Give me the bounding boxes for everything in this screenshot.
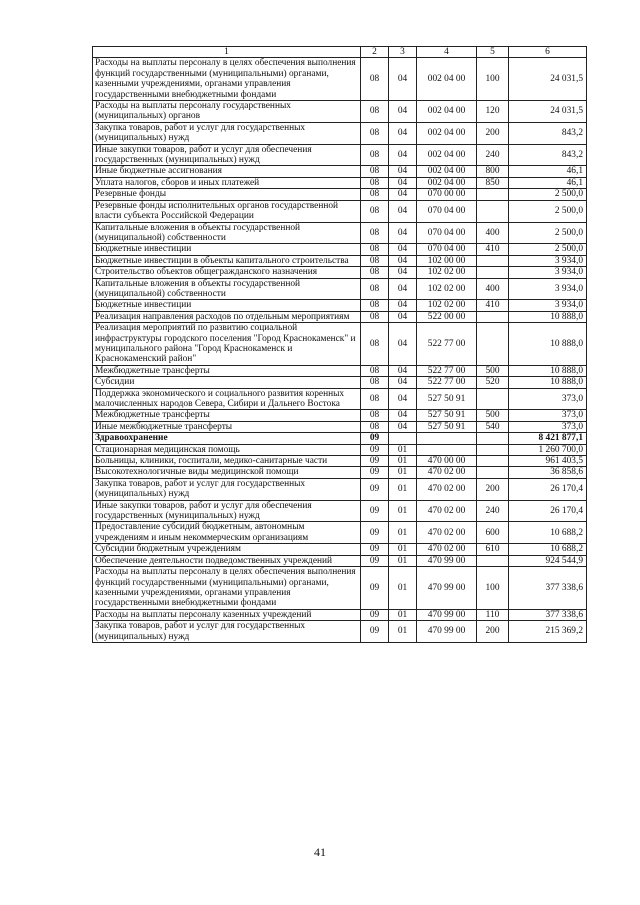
target-article-cell: 470 00 00 — [417, 456, 477, 467]
table-row — [93, 421, 587, 432]
row-name-cell: Капитальные вложения в объекты государственной (муниципальной) собственности — [93, 278, 361, 300]
podrazdel-cell: 04 — [389, 388, 417, 410]
expense-type-cell — [477, 323, 509, 366]
row-name-cell: Расходы на выплаты персоналу в целях обеспечения выполнения функций государственными (муниципальными) органами, казенными учреждениями, органами управления государственными внебюджетными фондами — [93, 567, 361, 610]
razdel-cell: 09 — [361, 456, 389, 467]
target-article-cell: 527 50 91 — [417, 421, 477, 432]
podrazdel-cell: 01 — [389, 522, 417, 544]
podrazdel-cell: 04 — [389, 267, 417, 278]
target-article-cell: 522 00 00 — [417, 311, 477, 322]
amount-cell: 24 031,5 — [509, 101, 587, 123]
table-row — [93, 122, 587, 144]
podrazdel-cell: 04 — [389, 200, 417, 222]
razdel-cell: 09 — [361, 467, 389, 478]
table-row — [93, 300, 587, 311]
expense-type-cell: 400 — [477, 278, 509, 300]
razdel-cell: 09 — [361, 444, 389, 455]
expense-type-cell: 850 — [477, 177, 509, 188]
podrazdel-cell: 04 — [389, 144, 417, 166]
razdel-cell: 08 — [361, 200, 389, 222]
podrazdel-cell: 01 — [389, 456, 417, 467]
table-row — [93, 478, 587, 500]
row-name-cell: Иные закупки товаров, работ и услуг для обеспечения государственных (муниципальных) нужд — [93, 144, 361, 166]
table-row — [93, 500, 587, 522]
table-row — [93, 365, 587, 376]
expense-type-cell: 400 — [477, 222, 509, 244]
target-article-cell: 002 04 00 — [417, 166, 477, 177]
table-row — [93, 609, 587, 620]
table-row — [93, 200, 587, 222]
table-row — [93, 555, 587, 566]
razdel-cell: 08 — [361, 323, 389, 366]
row-name-cell: Закупка товаров, работ и услуг для государственных (муниципальных) нужд — [93, 122, 361, 144]
expense-type-cell — [477, 388, 509, 410]
podrazdel-cell: 01 — [389, 500, 417, 522]
target-article-cell: 070 04 00 — [417, 200, 477, 222]
target-article-cell: 470 99 00 — [417, 555, 477, 566]
podrazdel-cell: 04 — [389, 255, 417, 266]
amount-cell: 10 888,0 — [509, 311, 587, 322]
row-name-cell: Предоставление субсидий бюджетным, автономным учреждениям и иным некоммерческим организациям — [93, 522, 361, 544]
table-row — [93, 267, 587, 278]
amount-cell: 2 500,0 — [509, 189, 587, 200]
target-article-cell: 070 00 00 — [417, 189, 477, 200]
podrazdel-cell: 01 — [389, 609, 417, 620]
row-name-cell: Капитальные вложения в объекты государственной (муниципальной) собственности — [93, 222, 361, 244]
amount-cell: 26 170,4 — [509, 500, 587, 522]
razdel-cell: 08 — [361, 421, 389, 432]
razdel-cell: 08 — [361, 189, 389, 200]
row-name-cell: Резервные фонды — [93, 189, 361, 200]
row-name-cell: Высокотехнологичные виды медицинской помощи — [93, 467, 361, 478]
razdel-cell: 08 — [361, 244, 389, 255]
podrazdel-cell: 04 — [389, 323, 417, 366]
table-row — [93, 58, 587, 101]
target-article-cell: 002 04 00 — [417, 58, 477, 101]
podrazdel-cell: 04 — [389, 365, 417, 376]
amount-cell: 3 934,0 — [509, 255, 587, 266]
amount-cell: 2 500,0 — [509, 244, 587, 255]
razdel-cell: 08 — [361, 177, 389, 188]
target-article-cell: 002 04 00 — [417, 122, 477, 144]
razdel-cell: 08 — [361, 311, 389, 322]
row-name-cell: Бюджетные инвестиции в объекты капитального строительства — [93, 255, 361, 266]
podrazdel-cell — [389, 433, 417, 444]
razdel-cell: 08 — [361, 58, 389, 101]
podrazdel-cell: 01 — [389, 621, 417, 643]
amount-cell: 46,1 — [509, 177, 587, 188]
podrazdel-cell: 04 — [389, 177, 417, 188]
amount-cell: 10 688,2 — [509, 522, 587, 544]
expense-type-cell: 240 — [477, 500, 509, 522]
expense-type-cell: 100 — [477, 567, 509, 610]
row-name-cell: Уплата налогов, сборов и иных платежей — [93, 177, 361, 188]
podrazdel-cell: 04 — [389, 122, 417, 144]
amount-cell: 24 031,5 — [509, 58, 587, 101]
table-row — [93, 522, 587, 544]
target-article-cell: 522 77 00 — [417, 323, 477, 366]
target-article-cell: 522 77 00 — [417, 377, 477, 388]
amount-cell: 3 934,0 — [509, 278, 587, 300]
podrazdel-cell: 04 — [389, 278, 417, 300]
table-row — [93, 456, 587, 467]
razdel-cell: 09 — [361, 522, 389, 544]
table-row — [93, 166, 587, 177]
expense-type-cell — [477, 555, 509, 566]
row-name-cell: Больницы, клиники, госпитали, медико-санитарные части — [93, 456, 361, 467]
podrazdel-cell: 04 — [389, 101, 417, 123]
table-row — [93, 567, 587, 610]
amount-cell: 373,0 — [509, 410, 587, 421]
expense-type-cell: 800 — [477, 166, 509, 177]
row-name-cell: Субсидии — [93, 377, 361, 388]
table-row — [93, 278, 587, 300]
table-row — [93, 244, 587, 255]
row-name-cell: Иные закупки товаров, работ и услуг для обеспечения государственных (муниципальных) нужд — [93, 500, 361, 522]
budget-table — [92, 46, 587, 643]
target-article-cell: 102 02 00 — [417, 278, 477, 300]
table-row — [93, 311, 587, 322]
expense-type-cell: 200 — [477, 122, 509, 144]
amount-cell: 10 888,0 — [509, 365, 587, 376]
row-name-cell: Строительство объектов общегражданского назначения — [93, 267, 361, 278]
amount-cell: 843,2 — [509, 122, 587, 144]
expense-type-cell: 410 — [477, 244, 509, 255]
header-cell: 1 — [93, 47, 361, 58]
header-cell: 2 — [361, 47, 389, 58]
podrazdel-cell: 01 — [389, 478, 417, 500]
budget-table-body — [93, 47, 587, 643]
amount-cell: 961 403,5 — [509, 456, 587, 467]
podrazdel-cell: 01 — [389, 567, 417, 610]
podrazdel-cell: 01 — [389, 444, 417, 455]
razdel-cell: 09 — [361, 555, 389, 566]
table-row — [93, 467, 587, 478]
target-article-cell: 470 99 00 — [417, 609, 477, 620]
expense-type-cell: 540 — [477, 421, 509, 432]
amount-cell: 26 170,4 — [509, 478, 587, 500]
target-article-cell: 070 04 00 — [417, 244, 477, 255]
amount-cell: 373,0 — [509, 421, 587, 432]
row-name-cell: Поддержка экономического и социального развития коренных малочисленных народов Севера, Сибири и Дальнего Востока — [93, 388, 361, 410]
podrazdel-cell: 04 — [389, 58, 417, 101]
target-article-cell: 002 04 00 — [417, 177, 477, 188]
razdel-cell: 09 — [361, 433, 389, 444]
row-name-cell: Расходы на выплаты персоналу в целях обеспечения выполнения функций государственными (муниципальными) органами, казенными учреждениями, органами управления государственными внебюджетными фондами — [93, 58, 361, 101]
amount-cell: 1 260 700,0 — [509, 444, 587, 455]
podrazdel-cell: 01 — [389, 467, 417, 478]
row-name-cell: Реализация направления расходов по отдельным мероприятиям — [93, 311, 361, 322]
razdel-cell: 08 — [361, 377, 389, 388]
expense-type-cell: 520 — [477, 377, 509, 388]
expense-type-cell: 610 — [477, 544, 509, 555]
expense-type-cell: 100 — [477, 58, 509, 101]
amount-cell: 10 888,0 — [509, 323, 587, 366]
razdel-cell: 08 — [361, 222, 389, 244]
expense-type-cell — [477, 456, 509, 467]
amount-cell: 843,2 — [509, 144, 587, 166]
row-name-cell: Обеспечение деятельности подведомственных учреждений — [93, 555, 361, 566]
row-name-cell: Бюджетные инвестиции — [93, 300, 361, 311]
expense-type-cell — [477, 189, 509, 200]
expense-type-cell: 200 — [477, 621, 509, 643]
expense-type-cell — [477, 267, 509, 278]
row-name-cell: Закупка товаров, работ и услуг для государственных (муниципальных) нужд — [93, 621, 361, 643]
razdel-cell: 09 — [361, 544, 389, 555]
amount-cell: 10 688,2 — [509, 544, 587, 555]
row-name-cell: Резервные фонды исполнительных органов государственной власти субъекта Российской Федерации — [93, 200, 361, 222]
podrazdel-cell: 04 — [389, 244, 417, 255]
table-row — [93, 177, 587, 188]
target-article-cell: 527 50 91 — [417, 410, 477, 421]
row-name-cell: Расходы на выплаты персоналу казенных учреждений — [93, 609, 361, 620]
target-article-cell: 470 02 00 — [417, 522, 477, 544]
expense-type-cell: 500 — [477, 410, 509, 421]
podrazdel-cell: 04 — [389, 189, 417, 200]
target-article-cell: 102 00 00 — [417, 255, 477, 266]
podrazdel-cell: 04 — [389, 166, 417, 177]
header-cell: 3 — [389, 47, 417, 58]
razdel-cell: 09 — [361, 500, 389, 522]
expense-type-cell: 500 — [477, 365, 509, 376]
table-row — [93, 433, 587, 444]
amount-cell: 3 934,0 — [509, 267, 587, 278]
row-name-cell: Стационарная медицинская помощь — [93, 444, 361, 455]
table-row — [93, 444, 587, 455]
razdel-cell: 08 — [361, 267, 389, 278]
target-article-cell: 470 99 00 — [417, 567, 477, 610]
target-article-cell — [417, 433, 477, 444]
razdel-cell: 09 — [361, 567, 389, 610]
table-row — [93, 189, 587, 200]
target-article-cell — [417, 444, 477, 455]
expense-type-cell: 600 — [477, 522, 509, 544]
amount-cell: 2 500,0 — [509, 200, 587, 222]
table-row — [93, 101, 587, 123]
target-article-cell: 470 02 00 — [417, 544, 477, 555]
target-article-cell: 522 77 00 — [417, 365, 477, 376]
expense-type-cell: 410 — [477, 300, 509, 311]
razdel-cell: 08 — [361, 144, 389, 166]
razdel-cell: 08 — [361, 388, 389, 410]
row-name-cell: Межбюджетные трансферты — [93, 365, 361, 376]
razdel-cell: 08 — [361, 122, 389, 144]
amount-cell: 2 500,0 — [509, 222, 587, 244]
target-article-cell: 002 04 00 — [417, 144, 477, 166]
expense-type-cell: 120 — [477, 101, 509, 123]
amount-cell: 373,0 — [509, 388, 587, 410]
row-name-cell: Здравоохранение — [93, 433, 361, 444]
amount-cell: 46,1 — [509, 166, 587, 177]
podrazdel-cell: 04 — [389, 311, 417, 322]
target-article-cell: 102 02 00 — [417, 300, 477, 311]
header-cell: 6 — [509, 47, 587, 58]
table-header-row — [93, 47, 587, 58]
amount-cell: 36 858,6 — [509, 467, 587, 478]
razdel-cell: 08 — [361, 410, 389, 421]
expense-type-cell: 200 — [477, 478, 509, 500]
expense-type-cell — [477, 200, 509, 222]
target-article-cell: 470 02 00 — [417, 467, 477, 478]
header-cell: 4 — [417, 47, 477, 58]
table-row — [93, 388, 587, 410]
table-row — [93, 377, 587, 388]
row-name-cell: Иные бюджетные ассигнования — [93, 166, 361, 177]
razdel-cell: 08 — [361, 166, 389, 177]
amount-cell: 8 421 877,1 — [509, 433, 587, 444]
table-row — [93, 544, 587, 555]
target-article-cell: 470 02 00 — [417, 478, 477, 500]
target-article-cell: 002 04 00 — [417, 101, 477, 123]
target-article-cell: 527 50 91 — [417, 388, 477, 410]
page-number: 41 — [314, 845, 326, 859]
expense-type-cell: 110 — [477, 609, 509, 620]
header-cell: 5 — [477, 47, 509, 58]
target-article-cell: 070 04 00 — [417, 222, 477, 244]
podrazdel-cell: 04 — [389, 222, 417, 244]
table-row — [93, 410, 587, 421]
razdel-cell: 09 — [361, 609, 389, 620]
target-article-cell: 102 02 00 — [417, 267, 477, 278]
row-name-cell: Реализация мероприятий по развитию социальной инфраструктуры городского поселения "Город Краснокаменск" и муниципального района "Город Краснокаменск и Краснокаменский район" — [93, 323, 361, 366]
amount-cell: 3 934,0 — [509, 300, 587, 311]
razdel-cell: 08 — [361, 101, 389, 123]
expense-type-cell — [477, 311, 509, 322]
row-name-cell: Бюджетные инвестиции — [93, 244, 361, 255]
table-row — [93, 222, 587, 244]
target-article-cell: 470 99 00 — [417, 621, 477, 643]
row-name-cell: Расходы на выплаты персоналу государственных (муниципальных) органов — [93, 101, 361, 123]
podrazdel-cell: 04 — [389, 300, 417, 311]
table-row — [93, 144, 587, 166]
razdel-cell: 08 — [361, 255, 389, 266]
podrazdel-cell: 01 — [389, 544, 417, 555]
amount-cell: 377 338,6 — [509, 567, 587, 610]
expense-type-cell — [477, 255, 509, 266]
podrazdel-cell: 04 — [389, 410, 417, 421]
row-name-cell: Иные межбюджетные трансферты — [93, 421, 361, 432]
expense-type-cell: 240 — [477, 144, 509, 166]
target-article-cell: 470 02 00 — [417, 500, 477, 522]
amount-cell: 377 338,6 — [509, 609, 587, 620]
razdel-cell: 09 — [361, 621, 389, 643]
table-row — [93, 323, 587, 366]
razdel-cell: 08 — [361, 278, 389, 300]
podrazdel-cell: 04 — [389, 377, 417, 388]
table-row — [93, 621, 587, 643]
table-row — [93, 255, 587, 266]
row-name-cell: Закупка товаров, работ и услуг для государственных (муниципальных) нужд — [93, 478, 361, 500]
row-name-cell: Субсидии бюджетным учреждениям — [93, 544, 361, 555]
amount-cell: 215 369,2 — [509, 621, 587, 643]
razdel-cell: 08 — [361, 300, 389, 311]
razdel-cell: 08 — [361, 365, 389, 376]
expense-type-cell — [477, 444, 509, 455]
amount-cell: 924 544,9 — [509, 555, 587, 566]
row-name-cell: Межбюджетные трансферты — [93, 410, 361, 421]
expense-type-cell — [477, 433, 509, 444]
podrazdel-cell: 04 — [389, 421, 417, 432]
razdel-cell: 09 — [361, 478, 389, 500]
expense-type-cell — [477, 467, 509, 478]
podrazdel-cell: 01 — [389, 555, 417, 566]
amount-cell: 10 888,0 — [509, 377, 587, 388]
